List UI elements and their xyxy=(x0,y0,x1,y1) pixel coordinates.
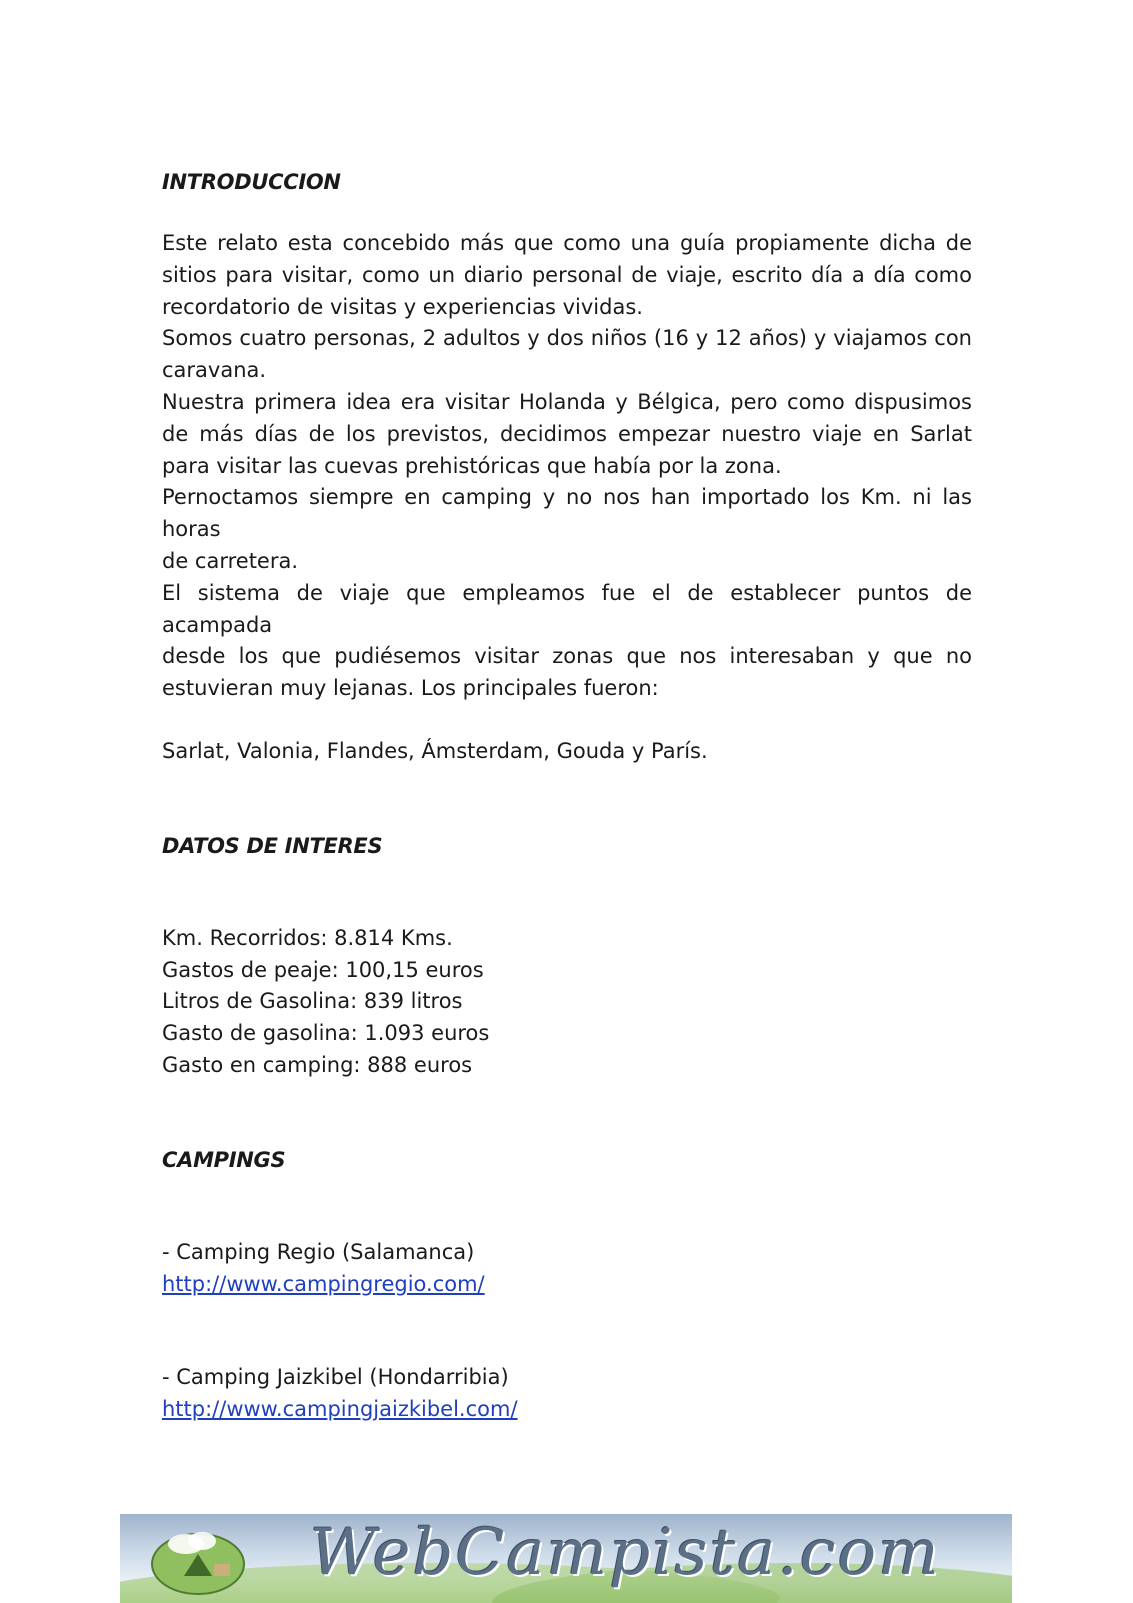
intro-line: de carretera. xyxy=(162,548,299,573)
footer-banner xyxy=(120,1514,1012,1603)
intro-paragraph xyxy=(162,228,972,705)
campings-heading: CAMPINGS xyxy=(162,1147,286,1172)
intro-line: sitios para visitar, como un diario personal de viaje, escrito día a día como xyxy=(162,262,972,287)
camping-logo-icon xyxy=(148,1524,248,1596)
camping-entry xyxy=(162,1362,972,1426)
datos-item: Litros de Gasolina: 839 litros xyxy=(162,989,463,1014)
camping-name: - Camping Jaizkibel (Hondarribia) xyxy=(162,1365,509,1390)
camping-link[interactable]: http://www.campingregio.com/ xyxy=(162,1271,485,1296)
intro-line: recordatorio de visitas y experiencias vividas. xyxy=(162,294,643,319)
intro-line: Somos cuatro personas, 2 adultos y dos niños (16 y 12 años) y viajamos con xyxy=(162,326,972,351)
intro-line: El sistema de viaje que empleamos fue el de establecer puntos de acampada xyxy=(162,580,972,637)
intro-line: Nuestra primera idea era visitar Holanda y Bélgica, pero como dispusimos xyxy=(162,389,972,414)
datos-heading: DATOS DE INTERES xyxy=(162,833,383,858)
datos-item: Gasto de gasolina: 1.093 euros xyxy=(162,1021,490,1046)
intro-line: Este relato esta concebido más que como una guía propiamente dicha de xyxy=(162,231,972,255)
camping-entry xyxy=(162,1237,972,1301)
intro-line: desde los que pudiésemos visitar zonas que nos interesaban y que no xyxy=(162,644,972,669)
datos-list xyxy=(162,923,972,1082)
intro-places: Sarlat, Valonia, Flandes, Ámsterdam, Gouda y París. xyxy=(162,738,708,763)
footer-brand: WebCampista.com xyxy=(310,1516,941,1590)
intro-line: de más días de los previstos, decidimos empezar nuestro viaje en Sarlat xyxy=(162,421,972,446)
intro-heading: INTRODUCCION xyxy=(162,170,341,194)
datos-item: Gasto en camping: 888 euros xyxy=(162,1052,473,1077)
camping-link[interactable]: http://www.campingjaizkibel.com/ xyxy=(162,1397,518,1422)
intro-line: caravana. xyxy=(162,358,267,383)
intro-line: estuvieran muy lejanas. Los principales fueron: xyxy=(162,676,659,701)
intro-line: Pernoctamos siempre en camping y no nos han importado los Km. ni las horas xyxy=(162,485,972,542)
page-content xyxy=(162,166,972,1426)
datos-item: Km. Recorridos: 8.814 Kms. xyxy=(162,925,453,950)
datos-item: Gastos de peaje: 100,15 euros xyxy=(162,957,484,982)
camping-name: - Camping Regio (Salamanca) xyxy=(162,1239,475,1264)
intro-line: para visitar las cuevas prehistóricas que había por la zona. xyxy=(162,453,782,478)
